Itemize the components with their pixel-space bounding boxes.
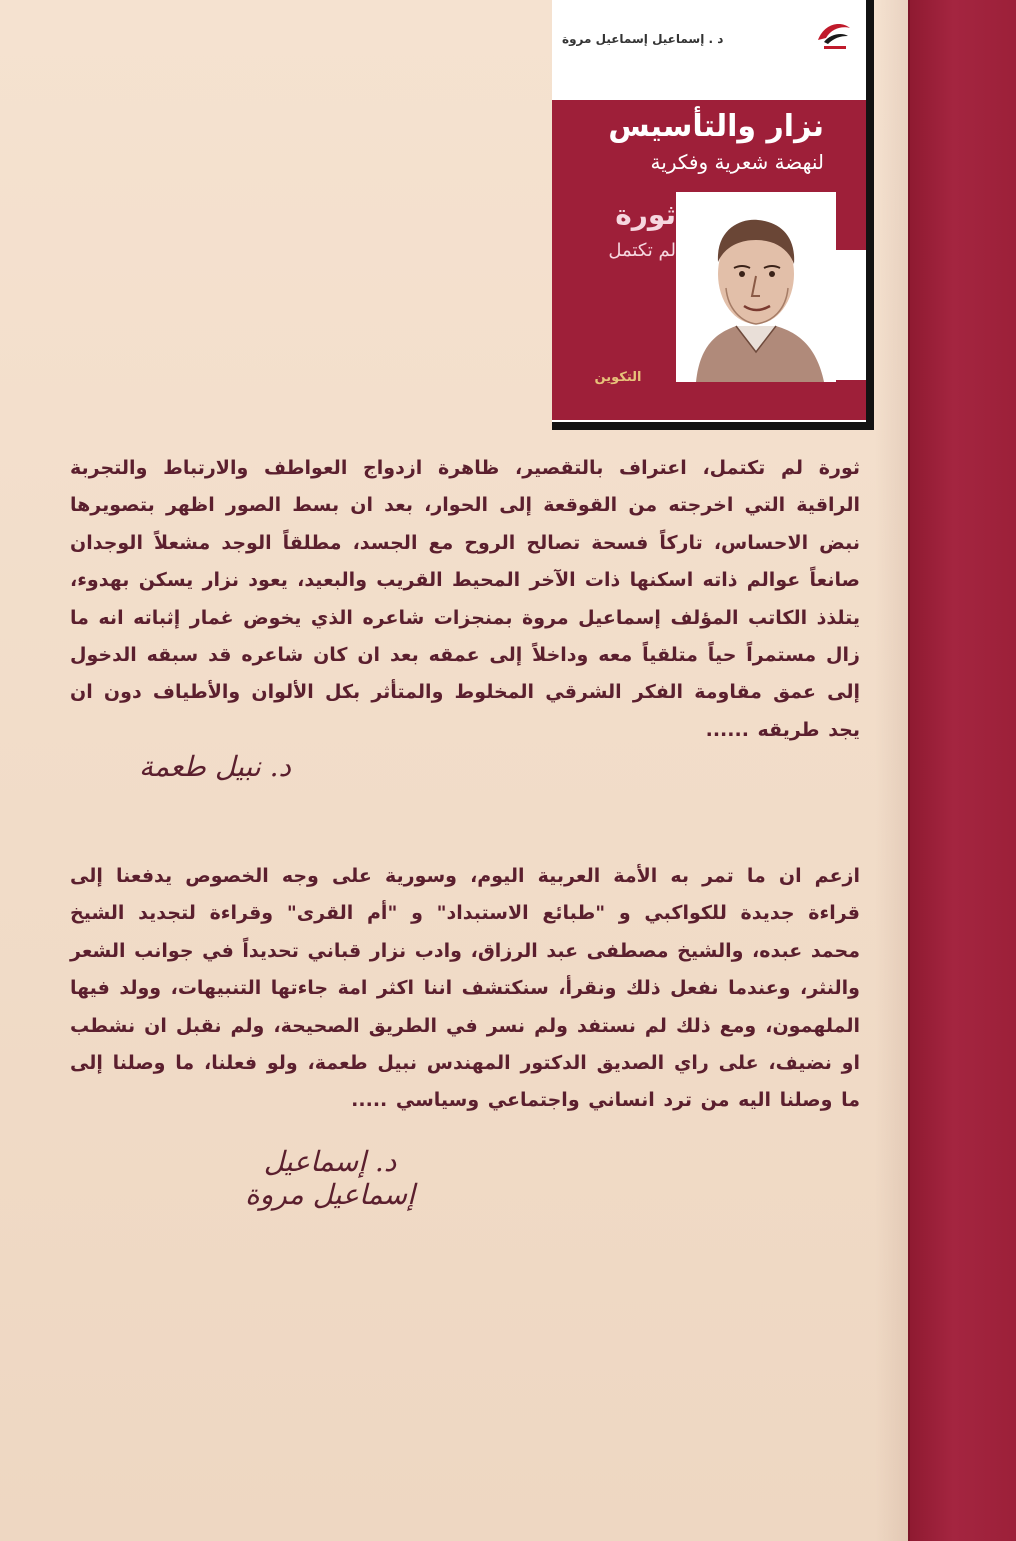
cover-publisher: التكوين (594, 370, 642, 385)
cover-title: نزار والتأسيس (608, 109, 824, 144)
front-cover-thumbnail (552, 0, 874, 430)
spine-shadow (875, 0, 908, 1541)
signature-nabil-tohmeh: د. نبيل طعمة (138, 750, 292, 783)
blurb-paragraph-1: ثورة لم تكتمل، اعتراف بالتقصير، ظاهرة ازدواج العواطف والارتباط والتجربة الراقية التي اخرجته من القوقعة إلى الحوار، بعد ان بسط الصور اظهر بتصويرها نبض الاحساس، تاركاً فسحة تصالح الروح مع الجسد، مطلقاً الوجد مشعلاً الوجدان صانعاً عوالم ذاته اسكنها ذات الآخر المحيط القريب والبعيد، يعود نزار يسكن بهدوء، يتلذذ الكاتب المؤلف إسماعيل مروة بمنجزات شاعره الذي يخوض غمار إثباته انه ما زال مستمراً حياً متلقياً معه وداخلاً إلى عمقه بعد ان كان شاعره قد سبقه الدخول إلى عمق مقاومة الفكر الشرقي المخلوط والمتأثر بكل الألوان والأطياف دون ان يجد طريقه ...... (70, 457, 860, 741)
signature-ismail-marwa: د. إسماعيل إسماعيل مروة (245, 1145, 415, 1211)
cover-subtitle: لنهضة شعرية وفكرية (650, 150, 824, 174)
publisher-logo-icon (814, 14, 854, 54)
book-spine (908, 0, 1016, 1541)
blurb-paragraph-2: ازعم ان ما تمر به الأمة العربية اليوم، وسورية على وجه الخصوص يدفعنا إلى قراءة جديدة للكواكبي و "طبائع الاستبداد" و "أم القرى" وقراءة لتجديد الشيخ محمد عبده، والشيخ مصطفى عبد الرزاق، وادب نزار قباني تحديداً في جوانب الشعر والنثر، وعندما نفعل ذلك ونقرأ، سنكتشف اننا اكثر امة جاءتها التنبيهات، وولد فيها الملهمون، ومع ذلك لم نستفد ولم نسر في الطريق الصحيحة، ولم نقبل ان نشطب او نضيف، على راي الصديق الدكتور المهندس نبيل طعمة، ولو فعلنا، ما وصلنا إلى ما وصلنا اليه من ترد انساني واجتماعي وسياسي ..... (70, 865, 860, 1112)
cover-tagline-sub: لم تكتمل (608, 240, 676, 261)
cover-tagline: ثورة (615, 198, 676, 231)
cover-author: د . إسماعيل إسماعيل مروة (562, 32, 724, 46)
author-portrait (676, 192, 836, 382)
cover-panel-notch (834, 250, 866, 380)
